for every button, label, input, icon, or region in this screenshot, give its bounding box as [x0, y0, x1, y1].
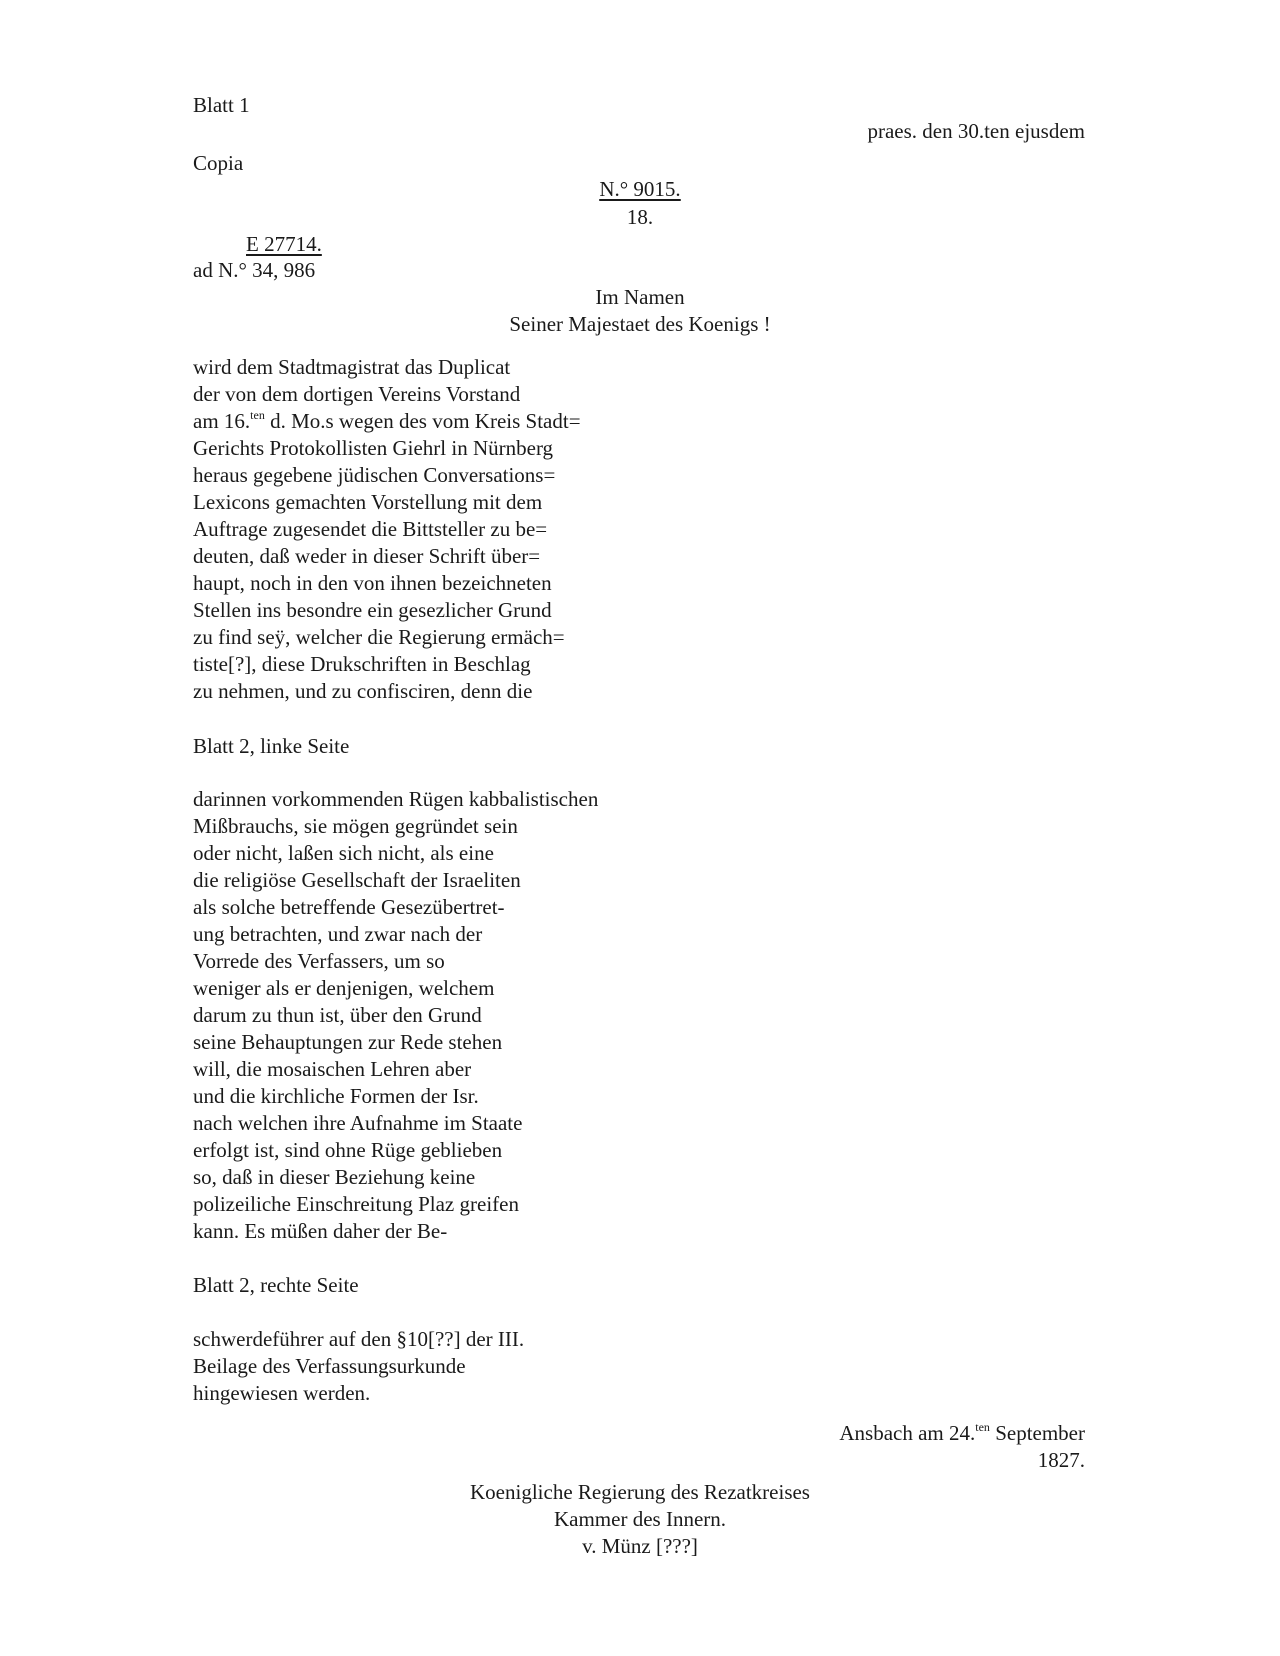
- text-line: schwerdeführer auf den §10[??] der III.: [193, 1327, 525, 1351]
- text-line: erfolgt ist, sind ohne Rüge geblieben: [193, 1138, 503, 1162]
- text-line: darum zu thun ist, über den Grund: [193, 1003, 482, 1027]
- text-line: Lexicons gemachten Vorstellung mit dem: [193, 490, 543, 514]
- text-line: der von dem dortigen Vereins Vorstand: [193, 382, 521, 406]
- text-line: Auftrage zugesendet die Bittsteller zu be=: [193, 517, 548, 541]
- text-line: zu find seÿ, welcher die Regierung ermäch=: [193, 625, 565, 649]
- signature-line-2: Kammer des Innern.: [553, 1507, 727, 1531]
- text-line: als solche betreffende Gesezübertret-: [193, 895, 505, 919]
- year: 1827.: [1037, 1448, 1085, 1472]
- text-line: haupt, noch in den von ihnen bezeichneten: [193, 571, 552, 595]
- text-line: deuten, daß weder in dieser Schrift über=: [193, 544, 541, 568]
- text-line: und die kirchliche Formen der Isr.: [193, 1084, 479, 1108]
- text-line: seine Behauptungen zur Rede stehen: [193, 1030, 503, 1054]
- document-number-sub: 18.: [626, 205, 654, 229]
- text-line: tiste[?], diese Drukschriften in Beschlag: [193, 652, 531, 676]
- section-1-text: [193, 354, 581, 705]
- text-line: Stellen ins besondre ein gesezlicher Grund: [193, 598, 552, 622]
- document-number: N.° 9015.: [599, 177, 681, 201]
- text-line: die religiöse Gesellschaft der Israeliten: [193, 868, 521, 892]
- text-line: darinnen vorkommenden Rügen kabbalistischen: [193, 787, 599, 811]
- praes-note: praes. den 30.ten ejusdem: [867, 119, 1085, 143]
- text-line: am 16.$^{ten}$ d. Mo.s wegen des vom Kreis Stadt=: [193, 408, 581, 433]
- text-line: polizeiliche Einschreitung Plaz greifen: [193, 1192, 519, 1216]
- text-line: heraus gegebene jüdischen Conversations=: [193, 463, 556, 487]
- text-line: Vorrede des Verfassers, um so: [193, 949, 445, 973]
- text-line: hingewiesen werden.: [193, 1381, 371, 1405]
- e-number: E 27714.: [246, 232, 322, 256]
- text-line: Gerichts Protokollisten Giehrl in Nürnberg: [193, 436, 554, 460]
- section-2-heading: Blatt 2, linke Seite: [193, 734, 350, 758]
- text-line: Mißbrauchs, sie mögen gegründet sein: [193, 814, 518, 838]
- text-line: weniger als er denjenigen, welchem: [193, 976, 495, 1000]
- text-line: nach welchen ihre Aufnahme im Staate: [193, 1111, 523, 1135]
- salutation-line-2: Seiner Majestaet des Koenigs !: [509, 312, 771, 336]
- section-2-text: [193, 786, 598, 1245]
- text-line: wird dem Stadtmagistrat das Duplicat: [193, 355, 511, 379]
- copia-label: Copia: [193, 151, 244, 175]
- text-line: oder nicht, laßen sich nicht, als eine: [193, 841, 494, 865]
- section-3-heading: Blatt 2, rechte Seite: [193, 1273, 359, 1297]
- signature-line-3: v. Münz [???]: [582, 1534, 698, 1558]
- ad-number: ad N.° 34, 986: [193, 258, 316, 282]
- text-line: kann. Es müßen daher der Be-: [193, 1219, 448, 1243]
- text-line: zu nehmen, und zu confisciren, denn die: [193, 679, 533, 703]
- text-line: so, daß in dieser Beziehung keine: [193, 1165, 476, 1189]
- salutation-line-1: Im Namen: [595, 285, 685, 309]
- place-date: Ansbach am 24.$^{ten}$ September: [839, 1420, 1085, 1445]
- section-3-text: [193, 1326, 524, 1407]
- text-line: Beilage des Verfassungsurkunde: [193, 1354, 466, 1378]
- blatt-1-label: Blatt 1: [193, 93, 250, 117]
- text-line: ung betrachten, und zwar nach der: [193, 922, 483, 946]
- text-line: will, die mosaischen Lehren aber: [193, 1057, 472, 1081]
- signature-line-1: Koenigliche Regierung des Rezatkreises: [470, 1480, 810, 1504]
